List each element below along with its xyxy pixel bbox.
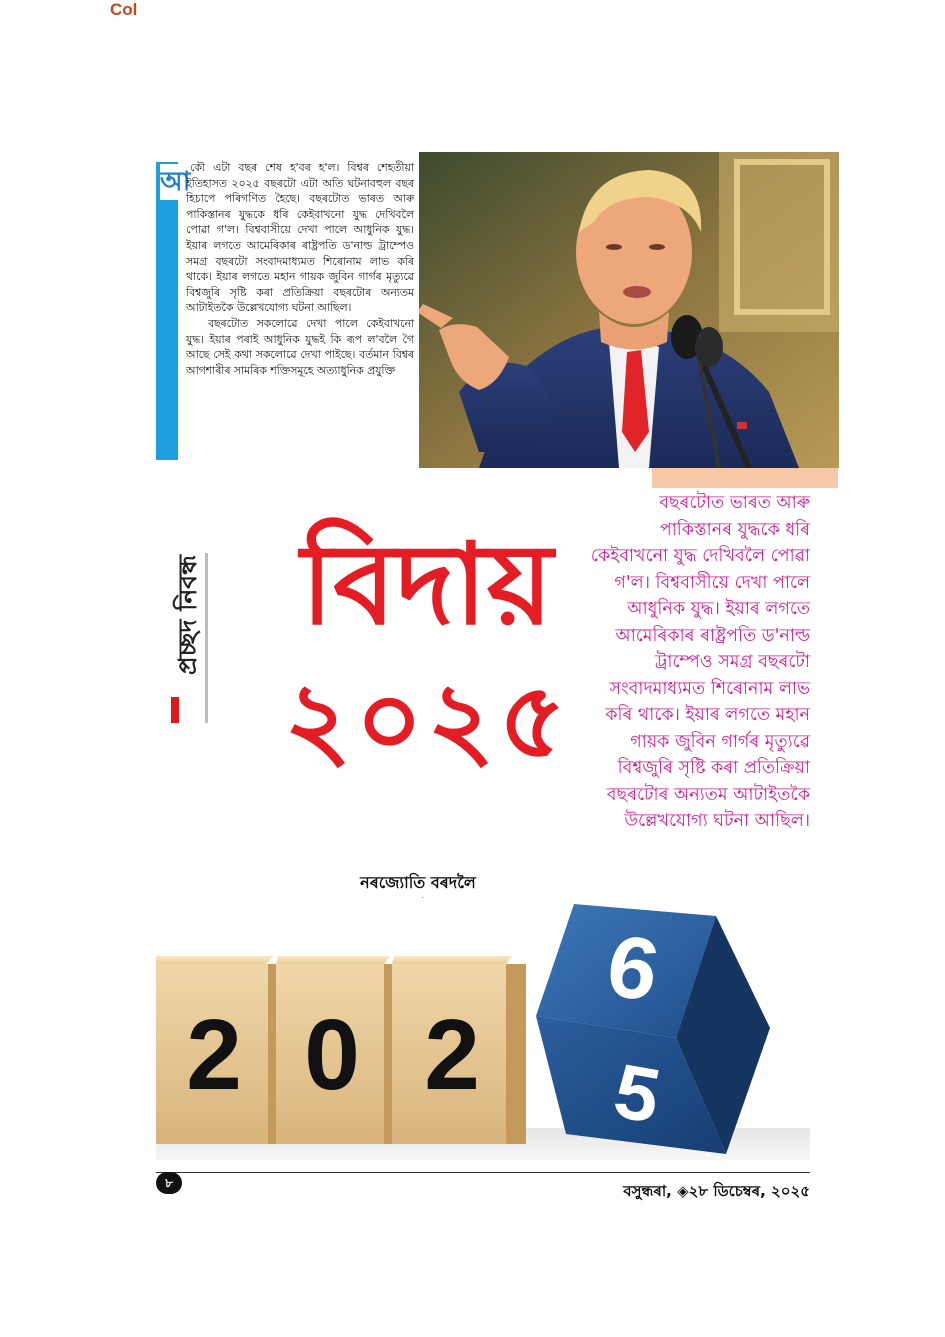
footer-rule	[156, 1172, 810, 1173]
cube-front-digit: 5	[614, 1045, 658, 1141]
corner-tag: Col	[110, 0, 138, 19]
blocks-2026-image	[156, 898, 810, 1160]
headline-line-2: ২০২৫	[283, 659, 571, 781]
speaker-photo-illustration	[419, 152, 839, 468]
publication-footer: বসুন্ধৰা, ◈২৮ ডিচেম্বৰ, ২০২৫	[623, 1182, 810, 1200]
section-label	[168, 555, 208, 723]
byline: নৰজ্যোতি বৰদলৈ	[360, 873, 476, 892]
intro-accent-bar	[156, 162, 178, 460]
intro-paragraph-1: কৌ এটা বছৰ শেষ হ'বৰ হ'ল। বিশ্বৰ শেহতীয়া ইতিহাসত ২০২৫ বছৰটো এটা অতি ঘটনাবহুল বছৰ হিচাপে পৰিগণিত হৈছে। বছৰটোত ভাৰত আৰু পাকিস্তানৰ যুদ্ধকে ধৰি কেইবাখনো যুদ্ধ দেখিবলৈ পোৱা গ'ল। বিশ্ববাসীয়ে দেখা পালে আধুনিক যুদ্ধ। ইয়াৰ লগতে আমেৰিকাৰ ৰাষ্ট্ৰপতি ড'নাল্ড ট্ৰাম্পেও সমগ্ৰ বছৰটো সংবাদমাধ্যমত শিৰোনাম লাভ কৰি থাকে। ইয়াৰ লগতে মহান গায়ক জুবিন গাৰ্গৰ মৃত্যুৱে বিশ্বজুৰি সৃষ্টি কৰা প্ৰতিক্ৰিয়া বছৰটোৰ অন্যতম আটাইতকৈ উল্লেখযোগ্য ঘটনা আছিল।	[186, 161, 414, 315]
pull-quote: বছৰটোত ভাৰত আৰু পাকিস্তানৰ যুদ্ধকে ধৰি কেইবাখনো যুদ্ধ দেখিবলৈ পোৱা গ'ল। বিশ্ববাসীয়ে দেখা পালে আধুনিক যুদ্ধ। ইয়াৰ লগতে আমেৰিকাৰ ৰাষ্ট্ৰপতি ড'নাল্ড ট্ৰাম্পেও সমগ্ৰ বছৰটো সংবাদমাধ্যমত শিৰোনাম লাভ কৰি থাকে। ইয়াৰ লগতে মহান গায়ক জুবিন গাৰ্গৰ মৃত্যুৱে বিশ্বজুৰি সৃষ্টি কৰা প্ৰতিক্ৰিয়া বছৰটোৰ অন্যতম আটাইতকৈ উল্লেখযোগ্য ঘটনা আছিল।	[590, 493, 810, 831]
cube-top-digit: 6	[606, 915, 656, 1020]
section-label-text: প্ৰচ্ছদ নিবন্ধ	[173, 555, 202, 675]
page-number: ৮	[156, 1172, 182, 1194]
block-digit-2: 0	[304, 999, 360, 1111]
block-digit-3: 2	[424, 999, 480, 1111]
intro-paragraph-2: বছৰটোত সকলোৱে দেখা পালে কেইবাখনো যুদ্ধ। ইয়াৰ পৰাই আধুনিক যুদ্ধই কি ৰূপ ল'বলৈ গৈ আছে সেই কথা সকলোৱে দেখা পাইছে। বৰ্তমান বিশ্বৰ আগশাৰীৰ সামৰিক শক্তিসমূহে অত্যাধুনিক প্ৰযুক্তি	[186, 316, 414, 377]
drop-cap: আ	[160, 164, 186, 200]
block-digit-1: 2	[186, 999, 242, 1111]
headline-line-1: বিদায়	[301, 520, 553, 650]
orange-accent-strip	[652, 468, 838, 488]
intro-article	[186, 160, 414, 378]
speaker-photo	[419, 152, 839, 468]
